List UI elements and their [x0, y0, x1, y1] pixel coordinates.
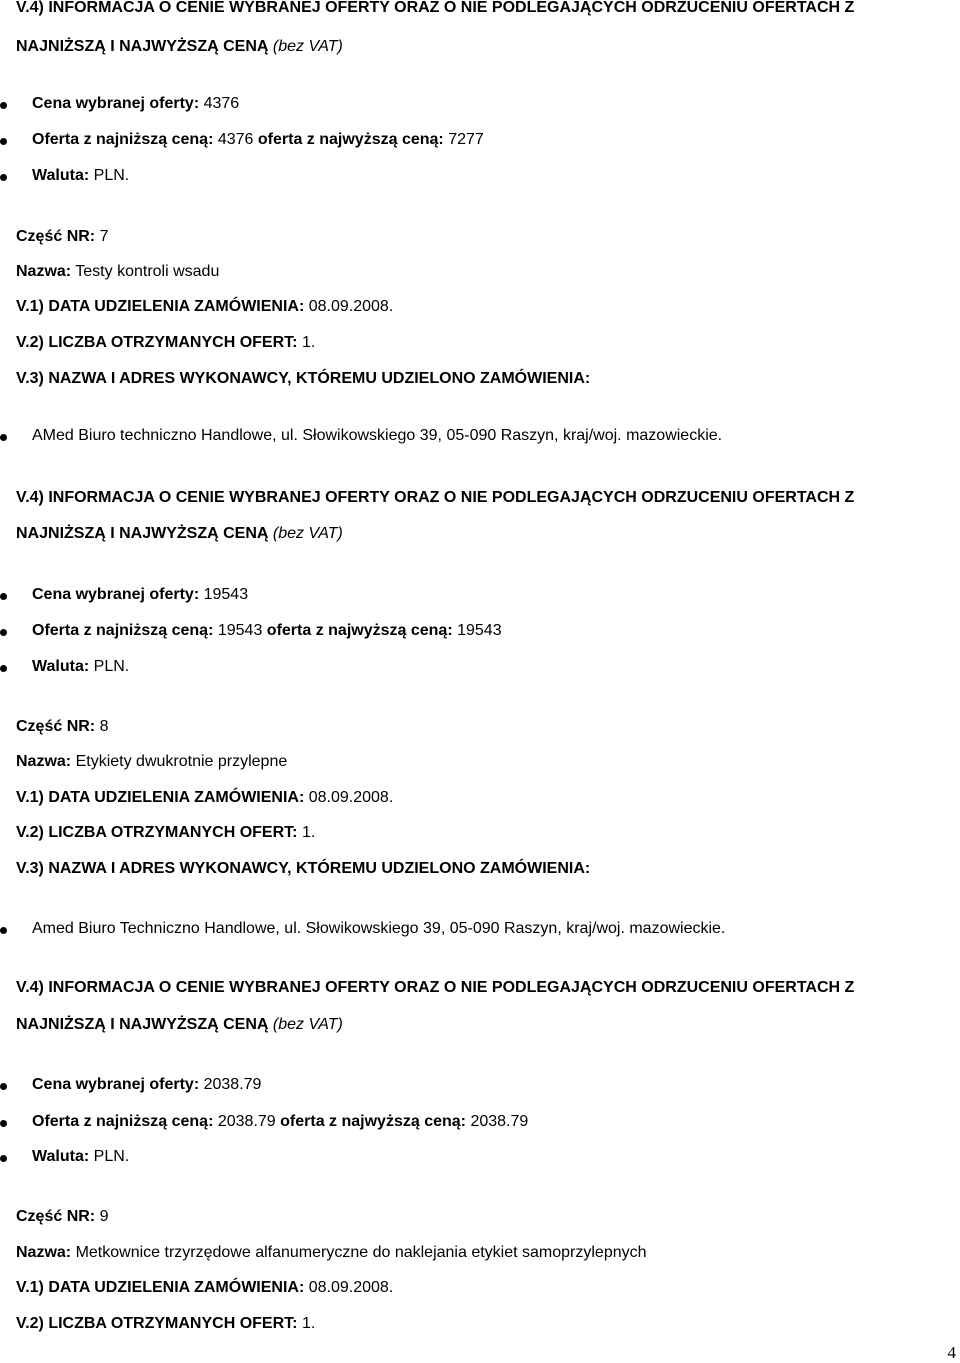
offers-count: V.2) LICZBA OTRZYMANYCH OFERT: 1. — [16, 824, 316, 841]
v4-heading-line1: V.4) INFORMACJA O CENIE WYBRANEJ OFERTY ORAZ O NIE PODLEGAJĄCYCH ODRZUCENIU OFERTACH Z — [16, 0, 855, 16]
v4-heading-line2: NAJNIŻSZĄ I NAJWYŻSZĄ CENĄ (bez VAT) — [16, 525, 343, 542]
part-number: Część NR: 8 — [16, 718, 109, 735]
offers-count: V.2) LICZBA OTRZYMANYCH OFERT: 1. — [16, 334, 316, 351]
bullet — [0, 629, 7, 636]
bullet — [0, 102, 7, 109]
contractor-heading: V.3) NAZWA I ADRES WYKONAWCY, KTÓREMU UDZIELONO ZAMÓWIENIA: — [16, 860, 591, 877]
award-date: V.1) DATA UDZIELENIA ZAMÓWIENIA: 08.09.2008. — [16, 298, 394, 315]
selected-offer-price: Cena wybranej oferty: 2038.79 — [32, 1076, 262, 1093]
lowest-highest-offer: Oferta z najniższą ceną: 19543 oferta z najwyższą ceną: 19543 — [32, 622, 502, 639]
contractor-heading: V.3) NAZWA I ADRES WYKONAWCY, KTÓREMU UDZIELONO ZAMÓWIENIA: — [16, 370, 591, 387]
part-number: Część NR: 9 — [16, 1208, 109, 1225]
contractor-name-address: Amed Biuro Techniczno Handlowe, ul. Słowikowskiego 39, 05-090 Raszyn, kraj/woj. mazowieckie. — [32, 920, 726, 937]
contractor-name-address: AMed Biuro techniczno Handlowe, ul. Słowikowskiego 39, 05-090 Raszyn, kraj/woj. mazowieckie. — [32, 427, 723, 444]
part-number: Część NR: 7 — [16, 228, 109, 245]
currency: Waluta: PLN. — [32, 1148, 130, 1165]
bullet — [0, 1120, 7, 1127]
bullet — [0, 434, 7, 441]
part-name: Nazwa: Metkownice trzyrzędowe alfanumeryczne do naklejania etykiet samoprzylepnych — [16, 1244, 647, 1261]
selected-offer-price: Cena wybranej oferty: 4376 — [32, 95, 240, 112]
award-date: V.1) DATA UDZIELENIA ZAMÓWIENIA: 08.09.2008. — [16, 789, 394, 806]
v4-heading-line2: NAJNIŻSZĄ I NAJWYŻSZĄ CENĄ (bez VAT) — [16, 38, 343, 55]
lowest-highest-offer: Oferta z najniższą ceną: 2038.79 oferta z najwyższą ceną: 2038.79 — [32, 1113, 529, 1130]
v4-heading-line2: NAJNIŻSZĄ I NAJWYŻSZĄ CENĄ (bez VAT) — [16, 1016, 343, 1033]
lowest-highest-offer: Oferta z najniższą ceną: 4376 oferta z najwyższą ceną: 7277 — [32, 131, 484, 148]
v4-heading-line1: V.4) INFORMACJA O CENIE WYBRANEJ OFERTY ORAZ O NIE PODLEGAJĄCYCH ODRZUCENIU OFERTACH Z — [16, 979, 855, 996]
bullet — [0, 593, 7, 600]
selected-offer-price: Cena wybranej oferty: 19543 — [32, 586, 249, 603]
bullet — [0, 1083, 7, 1090]
bullet — [0, 1155, 7, 1162]
part-name: Nazwa: Etykiety dwukrotnie przylepne — [16, 753, 288, 770]
bullet — [0, 665, 7, 672]
currency: Waluta: PLN. — [32, 658, 130, 675]
v4-heading-line1: V.4) INFORMACJA O CENIE WYBRANEJ OFERTY ORAZ O NIE PODLEGAJĄCYCH ODRZUCENIU OFERTACH Z — [16, 489, 855, 506]
bullet — [0, 927, 7, 934]
part-name: Nazwa: Testy kontroli wsadu — [16, 263, 220, 280]
bullet — [0, 174, 7, 181]
award-date: V.1) DATA UDZIELENIA ZAMÓWIENIA: 08.09.2008. — [16, 1279, 394, 1296]
currency: Waluta: PLN. — [32, 167, 130, 184]
offers-count: V.2) LICZBA OTRZYMANYCH OFERT: 1. — [16, 1315, 316, 1332]
page-number: 4 — [947, 1343, 956, 1362]
bullet — [0, 138, 7, 145]
